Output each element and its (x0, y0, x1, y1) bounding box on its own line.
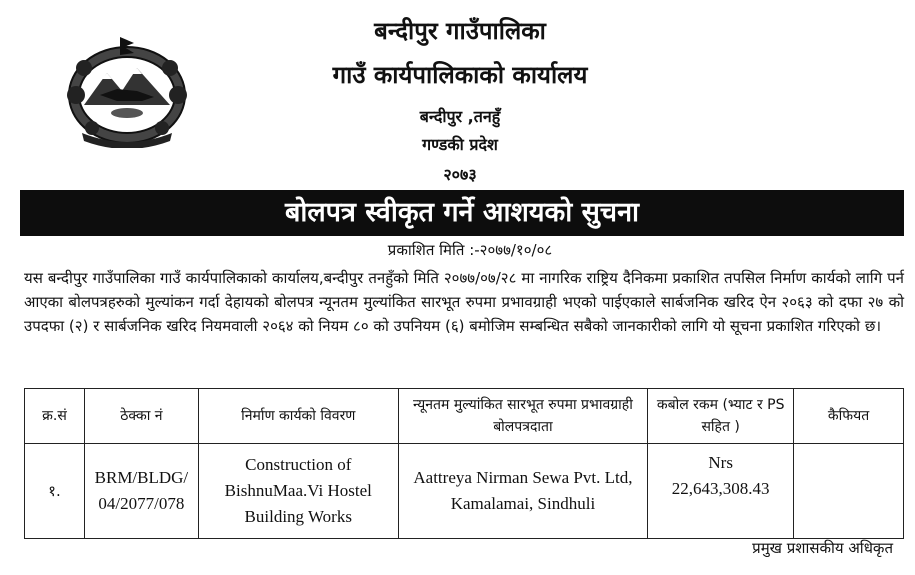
amount-currency: Nrs (708, 453, 733, 472)
province-name: गण्डकी प्रदेश (422, 135, 498, 154)
header-work-description: निर्माण कार्यको विवरण (198, 389, 398, 444)
office-address: बन्दीपुर ,तनहुँ (419, 107, 501, 126)
cell-contract-no (84, 444, 198, 539)
cell-amount (648, 444, 794, 539)
amount-value: 22,643,308.43 (671, 479, 770, 498)
cell-work-description (198, 444, 398, 539)
cell-remarks (794, 444, 904, 539)
year-label: २०७३ (443, 165, 477, 184)
bidder-line-1: Aattreya Nirman Sewa Pvt. Ltd, (413, 468, 633, 487)
contract-no-line-2: 04/2077/078 (98, 494, 185, 513)
table-header-row (25, 389, 904, 444)
nepal-government-emblem-icon (62, 33, 192, 148)
header-sn: क्र.सं (25, 389, 85, 444)
header-remarks: कैफियत (794, 389, 904, 444)
header-amount: कबोल रकम (भ्याट र PS सहित ) (648, 389, 794, 444)
cell-sn: १. (25, 444, 85, 539)
notice-body: यस बन्दीपुर गाउँपालिका गाउँ कार्यपालिकाको कार्यालय,बन्दीपुर तनहुँको मिति २०७७/०७/२८ मा नागरिक राष्ट्रिय दैनिकमा प्रकाशित तपसिल निर्माण कार्यको लागि पर्न आएका बोलपत्रहरुको मुल्यांकन गर्दा देहायको बोलपत्र न्यूनतम मुल्यांकित सारभूत रुपमा प्रभावग्राही भएको पाईएकाले सार्बजनिक खरिद ऐन २०६३ को दफा २७ को उपदफा (२) र सार्बजनिक खरिद नियमवाली २०६४ को नियम ८० को उपनियम (६) बमोजिम सम्बन्धित सबैको जानकारीको लागि यो सूचना प्रकाशित गरिएको छ। (24, 269, 904, 335)
office-name: गाउँ कार्यपालिकाको कार्यालय (332, 61, 588, 89)
signature-title: प्रमुख प्रशासकीय अधिकृत (752, 539, 893, 557)
header-contract-no: ठेक्का नं (84, 389, 198, 444)
notice-title-banner: बोलपत्र स्वीकृत गर्ने आशयको सुचना (20, 190, 904, 236)
cell-bidder (398, 444, 648, 539)
published-date: प्रकाशित मिति :-२०७७/१०/०८ (387, 241, 553, 259)
work-line-1: Construction of (245, 455, 352, 474)
table-row (25, 444, 904, 539)
municipality-name: बन्दीपुर गाउँपालिका (374, 17, 546, 45)
work-line-2: BishnuMaa.Vi Hostel (224, 481, 372, 500)
bidder-line-2: Kamalamai, Sindhuli (450, 494, 596, 513)
header-bidder: न्यूनतम मुल्यांकित सारभूत रुपमा प्रभावग्राही बोलपत्रदाता (398, 389, 648, 444)
contract-no-line-1: BRM/BLDG/ (94, 468, 189, 487)
tender-table (24, 388, 904, 539)
work-line-3: Building Works (244, 507, 352, 526)
